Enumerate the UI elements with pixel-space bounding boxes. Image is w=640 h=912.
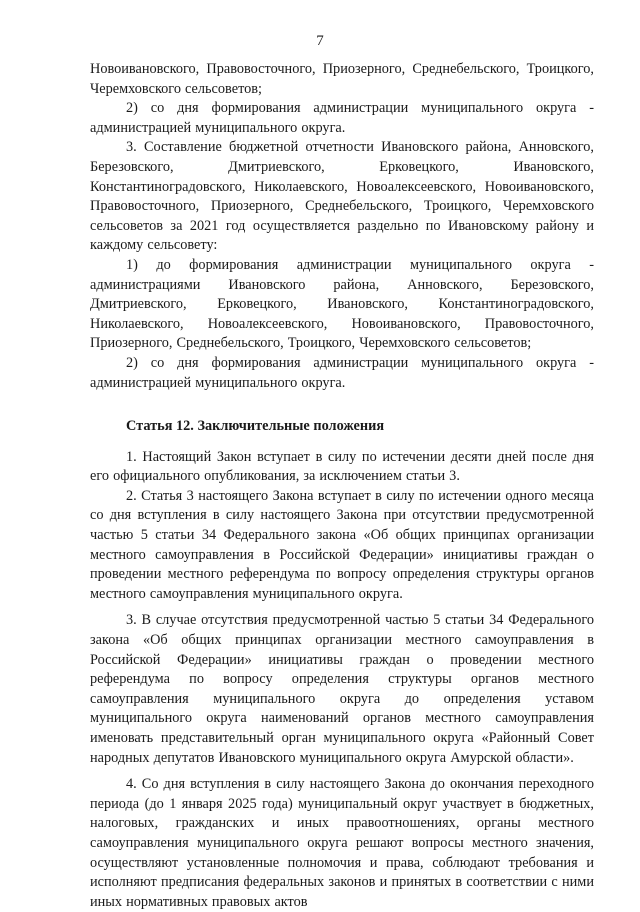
paragraph-item-1: 1) до формирования администрации муниципального округа - администрациями Ивановского района, Анновского, Березовского, Дмитриевского, Ерковецкого, Ивановского, Константиноградовского, Николаевского, Новоалексеевского, Новоивановского, Правовосточного, Приозерного, Среднебельского, Троицкого, Черемховского сельсоветов; (90, 256, 594, 352)
paragraph-continuation: Новоивановского, Правовосточного, Приозерного, Среднебельского, Троицкого, Черемховского сельсоветов; (90, 61, 594, 97)
article-paragraph-4: 4. Со дня вступления в силу настоящего Закона до окончания переходного периода (до 1 января 2025 года) муниципальный округ участвует в бюджетных, налоговых, гражданских и иных правоотношениях, органы местного самоуправления муниципального округа решают вопросы местного значения, осуществляют установленные полномочия и права, соблюдают требования и исполняют предписания федеральных законов и принятых в соответствии с ними иных нормативных правовых актов (90, 776, 594, 910)
paragraph-item-2-second: 2) со дня формирования администрации муниципального округа - администрацией муниципального округа. (90, 354, 594, 391)
article-paragraph-1: 1. Настоящий Закон вступает в силу по истечении десяти дней после дня его официального опубликования, за исключением статьи 3. (90, 448, 594, 485)
article-paragraph-3: 3. В случае отсутствия предусмотренной частью 5 статьи 34 Федерального закона «Об общих принципах организации местного самоуправления в Российской Федерации» инициативы граждан о проведении местного референдума по вопросу определения структуры органов местного самоуправления муниципального округа до определения уставом муниципального округа наименований органов местного самоуправления именовать представительный орган муниципального округа «Районный Совет народных депутатов Ивановского муниципального округа Амурской области». (90, 612, 594, 766)
page-number: 7 (316, 33, 324, 49)
article-paragraph-2: 2. Статья 3 настоящего Закона вступает в силу по истечении одного месяца со дня вступления в силу настоящего Закона при отсутствии предусмотренной частью 5 статьи 34 Федерального закона «Об общих принципах организации местного самоуправления в Российской Федерации» инициативы граждан о проведении местного референдума по вопросу определения структуры органов местного самоуправления муниципального округа. (90, 487, 594, 602)
paragraph-part-3: 3. Составление бюджетной отчетности Ивановского района, Анновского, Березовского, Дмитриевского, Ерковецкого, Ивановского, Константиноградовского, Николаевского, Новоалексеевского, Новоивановского, Правовосточного, Приозерного, Среднебельского, Троицкого, Черемховского сельсоветов за 2021 год осуществляется раздельно по Ивановскому району и каждому сельсовету: (90, 139, 594, 254)
paragraph-item-2: 2) со дня формирования администрации муниципального округа - администрацией муниципального округа. (90, 100, 594, 136)
document-body (90, 60, 594, 912)
article-heading: Статья 12. Заключительные положения (126, 418, 385, 435)
